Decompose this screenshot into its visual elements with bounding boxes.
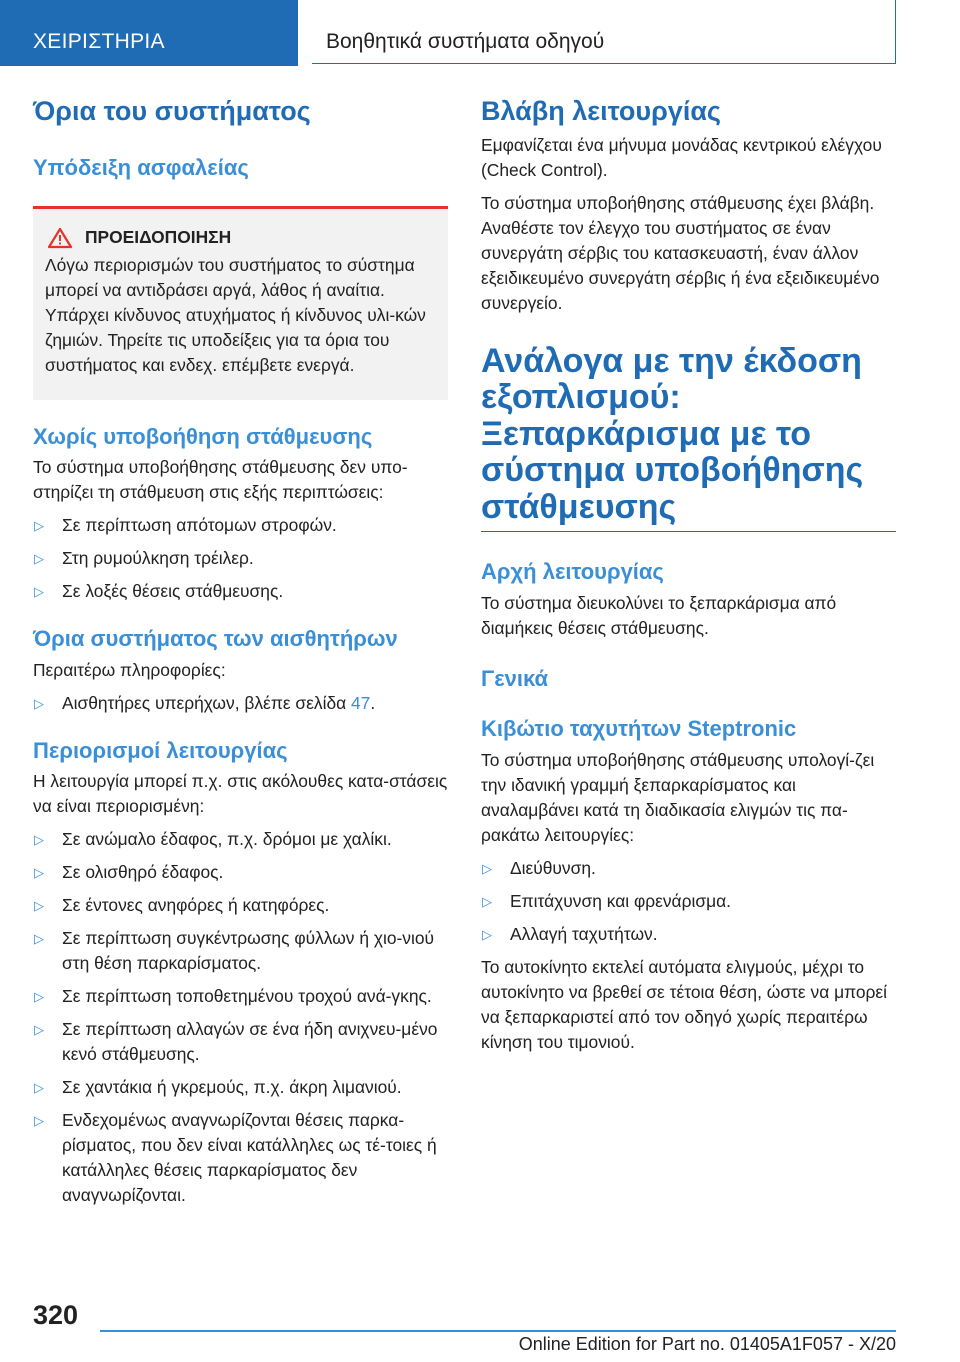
sensor-limits-title: Όρια συστήματος των αισθητήρων bbox=[33, 626, 398, 652]
list-item: ▷ Αλλαγή ταχυτήτων. bbox=[481, 922, 896, 947]
bullet-triangle-icon: ▷ bbox=[34, 1080, 44, 1096]
malfunction-p2: Το σύστημα υποβοήθησης στάθμευσης έχει βλάβη. Αναθέστε τον έλεγχο του συστήματος σε έναν συνεργάτη σέρβις του κατασκευαστή, έναν άλλον εξειδικευμένο συνεργάτη σέρβις ή ένα εξειδικευμένο συνεργείο. bbox=[481, 193, 880, 314]
malfunction-title: Βλάβη λειτουργίας bbox=[481, 96, 721, 126]
edition-note: Online Edition for Part no. 01405A1F057 - X/20 bbox=[518, 1334, 896, 1354]
func-limits-list bbox=[33, 827, 448, 1208]
list-item: ▷ Σε περίπτωση απότομων στροφών. bbox=[33, 513, 448, 538]
bullet-triangle-icon: ▷ bbox=[34, 1022, 44, 1038]
list-item: ▷ Σε ανώμαλο έδαφος, π.χ. δρόμοι με χαλίκι. bbox=[33, 827, 448, 852]
no-assist-title: Χωρίς υποβοήθηση στάθμευσης bbox=[33, 423, 373, 449]
list-item: ▷ Ενδεχομένως αναγνωρίζονται θέσεις παρκα-ρίσματος, που δεν είναι κατάλληλες ως τέ-τοιες ή κατάλληλες θέσεις παρκαρίσματος δεν αναγνωρίζονται. bbox=[34, 1110, 437, 1206]
list-item: ▷ Αισθητήρες υπερήχων, βλέπε σελίδα 47. bbox=[33, 691, 448, 716]
malfunction-p1: Εμφανίζεται ένα μήνυμα μονάδας κεντρικού ελέγχου (Check Control). bbox=[481, 135, 882, 181]
bullet-triangle-icon: ▷ bbox=[482, 860, 492, 876]
bullet-triangle-icon: ▷ bbox=[34, 931, 44, 947]
bullet-triangle-icon: ▷ bbox=[34, 518, 44, 534]
bullet-triangle-icon: ▷ bbox=[482, 893, 492, 909]
no-assist-text: Το σύστημα υποβοήθησης στάθμευσης δεν υπο-στηρίζει τη στάθμευση στις εξής περιπτώσεις: bbox=[33, 457, 408, 503]
limits-title: Όρια του συστήματος bbox=[33, 96, 311, 126]
bullet-triangle-icon: ▷ bbox=[34, 1113, 44, 1129]
general-title: Γενικά bbox=[481, 665, 549, 691]
list-item: ▷ Σε έντονες ανηφόρες ή κατηφόρες. bbox=[33, 893, 448, 918]
list-item: ▷ Επιτάχυνση και φρενάρισμα. bbox=[481, 889, 896, 914]
steptronic-text: Το σύστημα υποβοήθησης στάθμευσης υπολογί-ζει την ιδανική γραμμή ξεπαρκαρίσματος και αναλαμβάνει κατά τη διαδικασία ελιγμών τις πα-ρακάτω λειτουργίες: bbox=[481, 749, 875, 845]
list-item: ▷ Σε περίπτωση αλλαγών σε ένα ήδη ανιχνευ-μένο κενό στάθμευσης. bbox=[34, 1019, 438, 1065]
warning-header bbox=[45, 227, 436, 249]
warning-box bbox=[33, 206, 448, 400]
warning-triangle-icon bbox=[47, 227, 73, 249]
exit-title: Ανάλογα με την έκδοση εξοπλισμού: Ξεπαρκάρισμα με το σύστημα υποβοήθησης στάθμευσης bbox=[481, 343, 896, 532]
bullet-triangle-icon: ▷ bbox=[34, 989, 44, 1005]
bullet-triangle-icon: ▷ bbox=[34, 695, 44, 711]
list-item: ▷ Στη ρυμούλκηση τρέιλερ. bbox=[33, 546, 448, 571]
steptronic-outro: Το αυτοκίνητο εκτελεί αυτόματα ελιγμούς, μέχρι το αυτοκίνητο να βρεθεί σε τέτοια θέση, ώστε να μπορεί να ξεπαρκαριστεί από τον οδηγό χωρίς περαιτέρω κίνηση του τιμονιού. bbox=[481, 956, 888, 1052]
warning-label: ΠΡΟΕΙΔΟΠΟΙΗΣΗ bbox=[85, 227, 232, 248]
list-item: ▷ Σε ολισθηρό έδαφος. bbox=[33, 860, 448, 885]
list-item: ▷ Σε περίπτωση τοποθετημένου τροχού ανά-γκης. bbox=[33, 984, 448, 1009]
func-limits-text: Η λειτουργία μπορεί π.χ. στις ακόλουθες κατα-στάσεις να είναι περιορισμένη: bbox=[33, 771, 448, 817]
section-tab: ΧΕΙΡΙΣΤΗΡΙΑ bbox=[0, 0, 298, 66]
list-item: ▷ Σε χαντάκια ή γκρεμούς, π.χ. άκρη λιμανιού. bbox=[33, 1075, 448, 1100]
list-item: ▷ Σε λοξές θέσεις στάθμευσης. bbox=[33, 579, 448, 604]
page-number: 320 bbox=[33, 1300, 79, 1330]
func-limits-title: Περιορισμοί λειτουργίας bbox=[33, 737, 288, 763]
left-column bbox=[33, 94, 448, 1208]
page-header bbox=[0, 0, 960, 66]
bullet-triangle-icon: ▷ bbox=[34, 832, 44, 848]
principle-text: Το σύστημα διευκολύνει το ξεπαρκάρισμα από διαμήκεις θέσεις στάθμευσης. bbox=[481, 592, 837, 638]
page-link[interactable]: 47 bbox=[351, 692, 371, 713]
bullet-triangle-icon: ▷ bbox=[34, 551, 44, 567]
warning-text: Λόγω περιορισμών του συστήματος το σύστημα μπορεί να αντιδράσει αργά, λάθος ή αναίτια. Υπάρχει κίνδυνος ατυχήματος ή κίνδυνος υλι-κών ζημιών. Τηρείτε τις υποδείξεις για τα όρια του συστήματος και ενδεχ. επέμβετε ενεργά. bbox=[45, 254, 426, 375]
sensor-limits-list bbox=[33, 691, 448, 716]
list-item: ▷ Σε περίπτωση συγκέντρωσης φύλλων ή χιο-νιού στη θέση παρκαρίσματος. bbox=[34, 928, 435, 974]
bullet-triangle-icon: ▷ bbox=[482, 926, 492, 942]
principle-title: Αρχή λειτουργίας bbox=[481, 558, 664, 584]
steptronic-list bbox=[481, 856, 896, 947]
footer-divider bbox=[100, 1330, 896, 1332]
sensor-limits-text: Περαιτέρω πληροφορίες: bbox=[33, 659, 226, 680]
chapter-title: Βοηθητικά συστήματα οδηγού bbox=[312, 0, 896, 64]
no-assist-list bbox=[33, 513, 448, 604]
steptronic-title: Κιβώτιο ταχυτήτων Steptronic bbox=[481, 716, 797, 742]
bullet-triangle-icon: ▷ bbox=[34, 865, 44, 881]
list-item: ▷ Διεύθυνση. bbox=[481, 856, 896, 881]
bullet-triangle-icon: ▷ bbox=[34, 898, 44, 914]
right-column bbox=[481, 94, 896, 1055]
safety-title: Υπόδειξη ασφαλείας bbox=[33, 155, 249, 181]
bullet-triangle-icon: ▷ bbox=[34, 584, 44, 600]
